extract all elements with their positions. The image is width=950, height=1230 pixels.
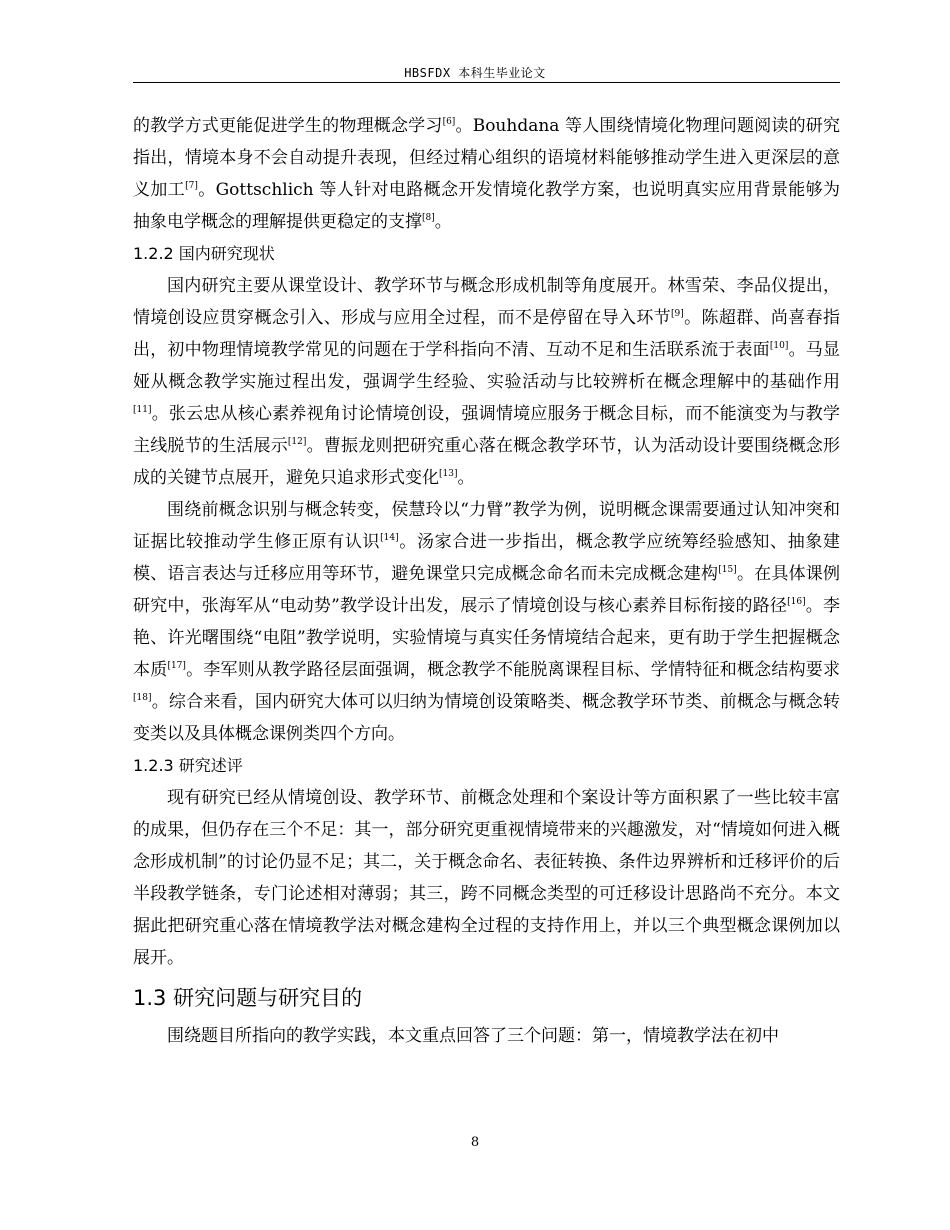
citation-marker: [6] — [442, 117, 456, 127]
paragraph-text: 的教学方式更能促进学生的物理概念学习 — [133, 116, 443, 136]
paragraph-text: 。在具体课例研究中，张海军从“电动势”教学设计出发，展示了情境创设与核心素养目标衔接的路径 — [133, 564, 841, 616]
paragraph — [133, 782, 840, 974]
paragraph-text: 国内研究主要从课堂设计、教学环节与概念形成机制等角度展开。林雪荣、李品仪提出，情境创设应贯穿概念引入、形成与应用全过程，而不是停留在导入环节 — [133, 276, 840, 328]
paragraph-text: 现有研究已经从情境创设、教学环节、前概念处理和个案设计等方面积累了一些比较丰富的成果，但仍存在三个不足：其一，部分研究更重视情境带来的兴趣激发，对“情境如何进入概念形成机制”的讨论仍显不足；其二，关于概念命名、表征转换、条件边界辨析和迁移评价的后半段教学链条，专门论述相对薄弱；其三，跨不同概念类型的可迁移设计思路尚不充分。本文据此把研究重心落在情境教学法对概念建构全过程的支持作用上，并以三个典型概念课例加以展开。 — [133, 788, 840, 968]
paragraph — [133, 1020, 840, 1052]
paragraph — [133, 494, 840, 750]
paragraph-text: 。Bouhdana 等人围绕情境化物理问题阅读的研究指出，情境本身不会自动提升表现，但经过精心组织的语境材料能够推动学生进入更深层的意义加工 — [133, 116, 840, 200]
citation-marker: [15] — [718, 565, 737, 575]
citation-marker: [12] — [287, 437, 307, 447]
page-number: 8 — [470, 1135, 480, 1150]
citation-marker: [11] — [133, 405, 152, 415]
running-header: HBSFDX 本科生毕业论文 — [404, 66, 546, 80]
citation-marker: [16] — [787, 597, 806, 607]
citation-marker: [18] — [133, 693, 152, 703]
section-heading-1-2-2: 1.2.2 国内研究现状 — [133, 244, 275, 263]
section-heading-1-3: 1.3 研究问题与研究目的 — [133, 986, 363, 1010]
paragraph-text: 。Gottschlich 等人针对电路概念开发情境化教学方案，也说明真实应用背景能够为抽象电学概念的理解提供更稳定的支撑 — [133, 180, 841, 232]
paragraph-text: 。马显娅从概念教学实施过程出发，强调学生经验、实验活动与比较辨析在概念理解中的基础作用 — [133, 340, 841, 392]
section-heading-1-2-3: 1.2.3 研究述评 — [133, 756, 243, 775]
paragraph-text: 围绕前概念识别与概念转变，侯慧玲以“力臂”教学为例，说明概念课需要通过认知冲突和证据比较推动学生修正原有认识 — [133, 500, 840, 552]
paragraph-text: 。张云忠从核心素养视角讨论情境创设，强调情境应服务于概念目标，而不能演变为与教学主线脱节的生活展示 — [133, 404, 840, 456]
paragraph-text: 。陈超群、尚喜春指出，初中物理情境教学常见的问题在于学科指向不清、互动不足和生活联系流于表面 — [133, 308, 841, 360]
paragraph-text: 围绕题目所指向的教学实践，本文重点回答了三个问题：第一，情境教学法在初中 — [167, 1026, 779, 1046]
citation-marker: [14] — [380, 533, 399, 543]
citation-marker: [13] — [439, 469, 458, 479]
citation-marker: [10] — [769, 341, 789, 351]
paragraph — [133, 110, 840, 238]
paragraph-text: 。 — [434, 212, 452, 232]
paragraph-text: 。李艳、许光曙围绕“电阻”教学说明，实验情境与真实任务情境结合起来，更有助于学生把握概念本质 — [133, 596, 840, 680]
citation-marker: [17] — [167, 661, 186, 671]
paragraph-text: 。汤家合进一步指出，概念教学应统筹经验感知、抽象建模、语言表达与迁移应用等环节，避免课堂只完成概念命名而未完成概念建构 — [133, 532, 841, 584]
paragraph-text: 。曹振龙则把研究重心落在概念教学环节，认为活动设计要围绕概念形成的关键节点展开，避免只追求形式变化 — [133, 436, 841, 488]
header-rule — [133, 82, 840, 83]
paragraph-text: 。 — [457, 468, 475, 488]
body-text — [133, 110, 840, 1052]
paragraph — [133, 270, 840, 494]
citation-marker: [9] — [671, 309, 684, 319]
paragraph-text: 。综合来看，国内研究大体可以归纳为情境创设策略类、概念教学环节类、前概念与概念转变类以及具体概念课例类四个方向。 — [133, 692, 840, 744]
citation-marker: [7] — [185, 181, 198, 191]
paragraph-text: 。李军则从教学路径层面强调，概念教学不能脱离课程目标、学情特征和概念结构要求 — [185, 660, 841, 680]
citation-marker: [8] — [422, 213, 435, 223]
